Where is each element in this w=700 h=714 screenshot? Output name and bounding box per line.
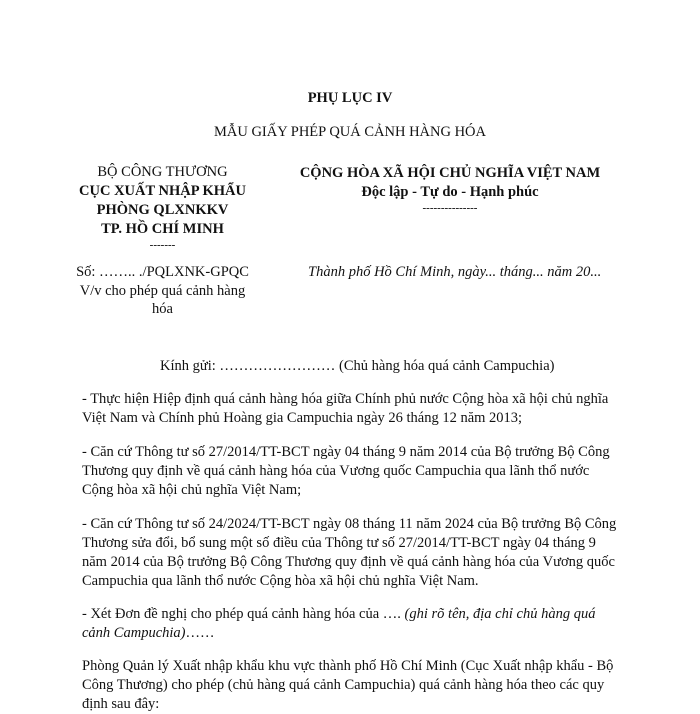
appendix-title: PHỤ LỤC IV (307, 90, 393, 106)
national-name: CỘNG HÒA XÃ HỘI CHỦ NGHĨA VIỆT NAM (299, 165, 601, 181)
issuer-ministry: BỘ CÔNG THƯƠNG (97, 164, 228, 180)
paragraph-permission: Phòng Quản lý Xuất nhập khẩu khu vực thành phố Hồ Chí Minh (Cục Xuất nhập khẩu - Bộ Công Thương) cho phép (chủ hàng quá cảnh Campuchia) quá cảnh hàng hóa theo các quy định sau đây: (82, 658, 614, 712)
paragraph-agreement: - Thực hiện Hiệp định quá cảnh hàng hóa giữa Chính phủ nước Cộng hòa xã hội chủ nghĩa Việt Nam và Chính phủ Hoàng gia Campuchia ngày 26 tháng 12 năm 2013; (82, 391, 609, 426)
paragraph-circular-27: - Căn cứ Thông tư số 27/2014/TT-BCT ngày 04 tháng 9 năm 2014 của Bộ trưởng Bộ Công Thương quy định về quá cảnh hàng hóa của Vương quốc Campuchia qua lãnh thổ nước Cộng hòa xã hội chủ nghĩa Việt Nam; (82, 444, 610, 498)
subject-line-2: hóa (152, 301, 173, 317)
application-text: - Xét Đơn đề nghị cho phép quá cảnh hàng hóa của …. (82, 606, 405, 622)
form-title: MẪU GIẤY PHÉP QUÁ CẢNH HÀNG HÓA (213, 124, 486, 140)
document-number: Số: …….. ./PQLXNK-GPQC (76, 264, 249, 280)
paragraph-application (82, 605, 622, 643)
recipient-line: Kính gửi: …………………… (Chủ hàng hóa quá cảnh Campuchia) (160, 358, 555, 374)
issuer-city: TP. HỒ CHÍ MINH (101, 221, 224, 237)
place-date: Thành phố Hồ Chí Minh, ngày... tháng... năm 20... (308, 264, 602, 280)
national-motto: Độc lập - Tự do - Hạnh phúc (361, 184, 539, 200)
issuer-office: PHÒNG QLXNKKV (96, 202, 229, 218)
national-rule: --------------- (422, 202, 478, 214)
issuer-department: CỤC XUẤT NHẬP KHẨU (79, 183, 246, 199)
subject-line-1: V/v cho phép quá cảnh hàng (79, 283, 246, 299)
application-ellipsis: …… (185, 625, 215, 641)
paragraph-circular-24: - Căn cứ Thông tư số 24/2024/TT-BCT ngày 08 tháng 11 năm 2024 của Bộ trưởng Bộ Công Thương sửa đổi, bổ sung một số điều của Thông tư số 27/2014/TT-BCT ngày 04 tháng 9 năm 2014 của Bộ trưởng Bộ Công Thương quy định về quá cảnh hàng hóa của Vương quốc Campuchia qua lãnh thổ nước Cộng hòa xã hội chủ nghĩa Việt Nam. (82, 516, 617, 589)
issuer-rule: ------- (149, 239, 176, 251)
application-note: (ghi rõ tên, địa chỉ chủ hàng quá cảnh Campuchia) (82, 606, 596, 641)
